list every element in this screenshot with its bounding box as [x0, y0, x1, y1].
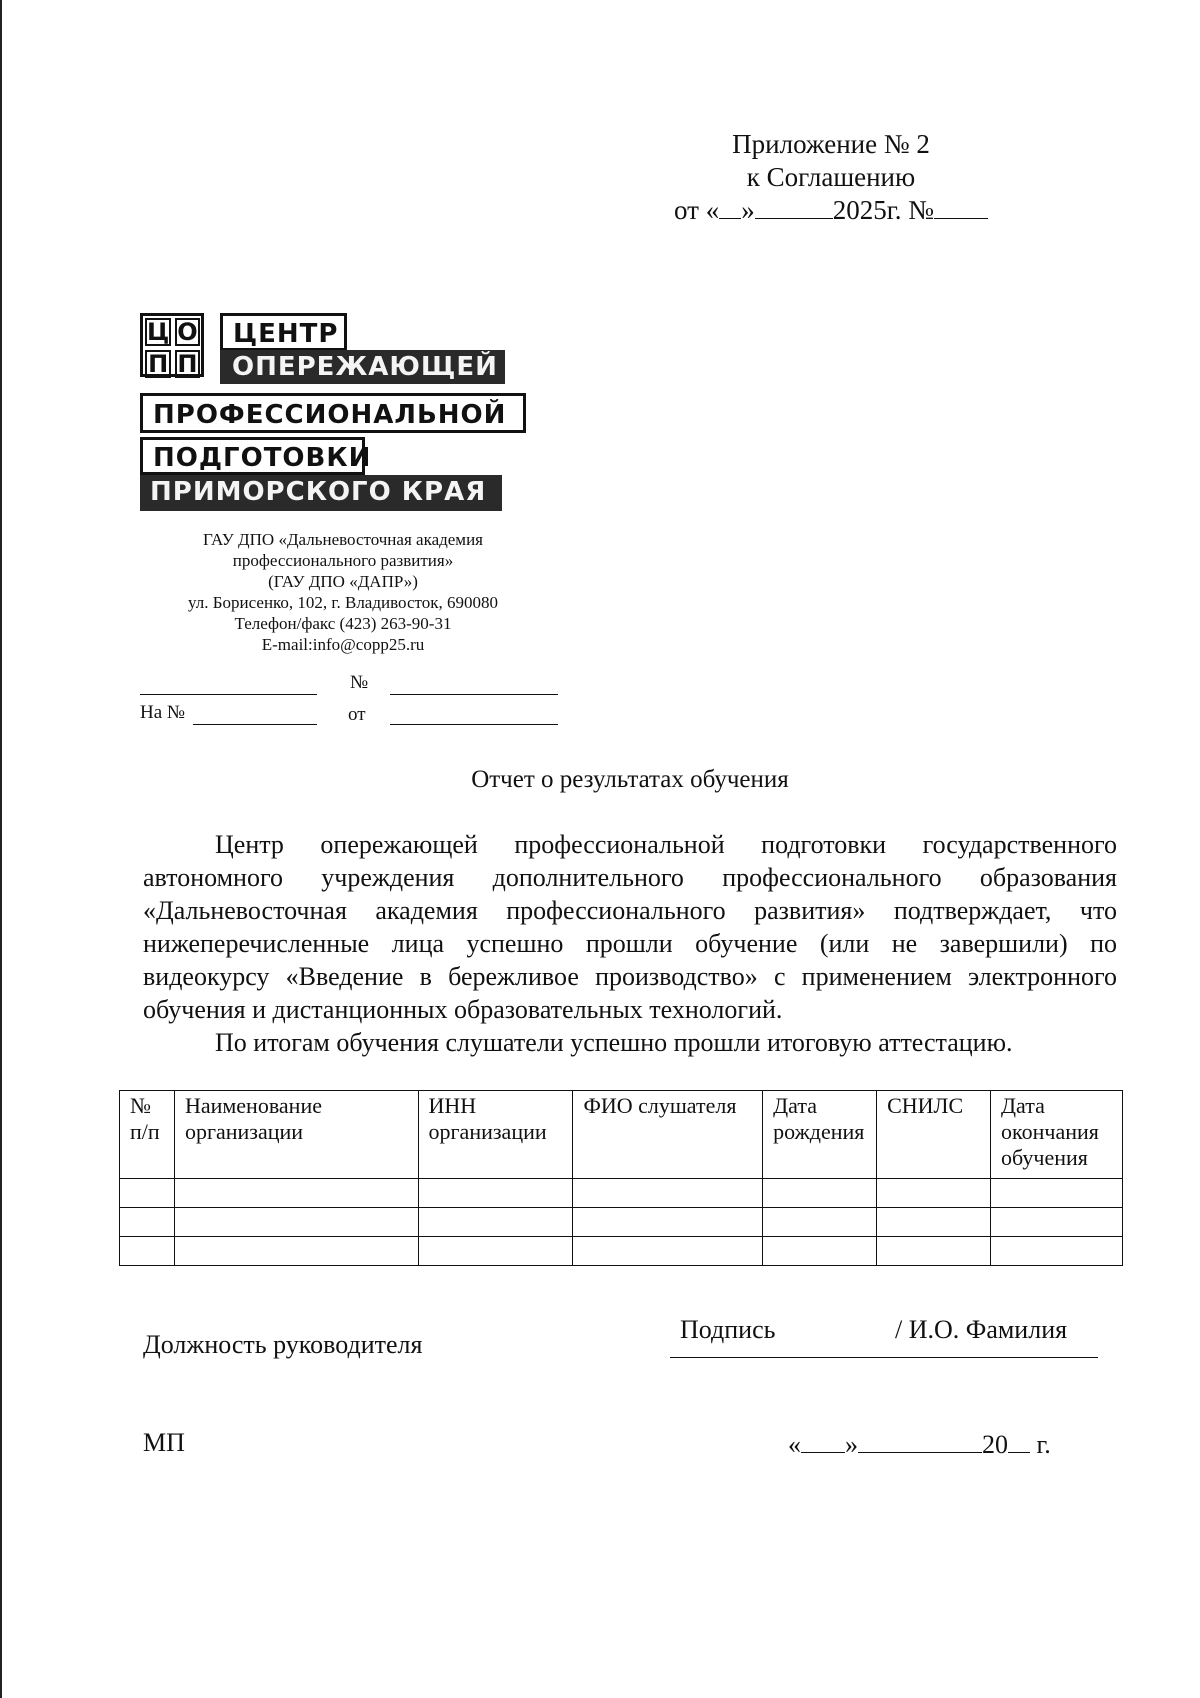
report-title: Отчет о результатах обучения — [471, 766, 789, 793]
ref-na-label: На № — [140, 702, 186, 723]
col-snils: СНИЛС — [877, 1091, 991, 1179]
ref-date-label: от — [348, 704, 366, 725]
number-blank — [934, 198, 988, 219]
body-paragraph-2: По итогам обучения слушатели успешно прошли итоговую аттестацию. — [215, 1028, 1013, 1057]
logo-line-1: ЦЕНТР — [220, 313, 347, 351]
manager-position: Должность руководителя — [143, 1330, 423, 1359]
day-blank — [719, 198, 741, 219]
table-row — [120, 1179, 1123, 1208]
logo-mark: Ц О П П — [140, 313, 204, 377]
logo-line-3: ПРОФЕССИОНАЛЬНОЙ — [140, 393, 526, 433]
ref-number-blank — [390, 694, 558, 695]
appendix-agreement: к Соглашению — [746, 162, 916, 192]
scan-edge — [0, 0, 2, 1698]
org-name-2: профессионального развития» — [232, 551, 454, 570]
col-number: № п/п — [120, 1091, 175, 1179]
signature-label: Подпись — [680, 1315, 776, 1344]
org-name-1: ГАУ ДПО «Дальневосточная академия — [203, 530, 483, 549]
org-phone: Телефон/факс (423) 263-90-31 — [234, 614, 452, 633]
org-short-name: (ГАУ ДПО «ДАПР») — [268, 572, 418, 591]
report-body — [143, 828, 1117, 1059]
col-org-inn: ИНН организации — [418, 1091, 573, 1179]
logo-line-2: ОПЕРЕЖАЮЩЕЙ — [220, 350, 505, 384]
trainees-table — [119, 1090, 1123, 1266]
table-row — [120, 1208, 1123, 1237]
table-header-row — [120, 1091, 1123, 1179]
org-email: E-mail:info@copp25.ru — [261, 635, 425, 654]
stamp-label: МП — [143, 1428, 185, 1457]
org-address: ул. Борисенко, 102, г. Владивосток, 690080 — [188, 593, 498, 612]
appendix-date-line: от « » 2025г. № — [674, 194, 988, 227]
month-blank — [755, 198, 833, 219]
date-month-blank — [858, 1432, 982, 1453]
ref-number-label: № — [350, 672, 369, 693]
appendix-number: Приложение № 2 — [732, 129, 930, 159]
signer-name: / И.О. Фамилия — [895, 1315, 1068, 1344]
ref-na-blank — [193, 724, 317, 725]
col-org-name: Наименование организации — [174, 1091, 418, 1179]
col-birth-date: Дата рождения — [763, 1091, 877, 1179]
signature-date: « » 20 г. — [788, 1430, 1051, 1459]
col-end-date: Дата окончания обучения — [991, 1091, 1123, 1179]
ref-date-blank — [390, 724, 558, 725]
date-year-blank — [1008, 1432, 1030, 1453]
logo-line-5: ПРИМОРСКОГО КРАЯ — [140, 475, 502, 511]
copp-logo — [140, 313, 530, 513]
signature-line — [670, 1357, 1098, 1358]
appendix-header — [674, 128, 988, 227]
body-paragraph-1: Центр опережающей профессиональной подготовки государственного автономного учреждения дополнительного профессионального образования «Дальневосточная академия профессионального развития» подтверждает, что нижеперечисленные лица успешно прошли обучение (или не завершили) по видеокурсу «Введение в бережливое производство» с применением электронного обучения и дистанционных образовательных технологий. — [143, 830, 1117, 1024]
col-trainee-name: ФИО слушателя — [573, 1091, 763, 1179]
ref-blank-1 — [140, 694, 317, 695]
table-row — [120, 1237, 1123, 1266]
logo-line-4: ПОДГОТОВКИ — [140, 437, 365, 475]
organization-info — [168, 529, 518, 655]
date-day-blank — [801, 1432, 845, 1453]
